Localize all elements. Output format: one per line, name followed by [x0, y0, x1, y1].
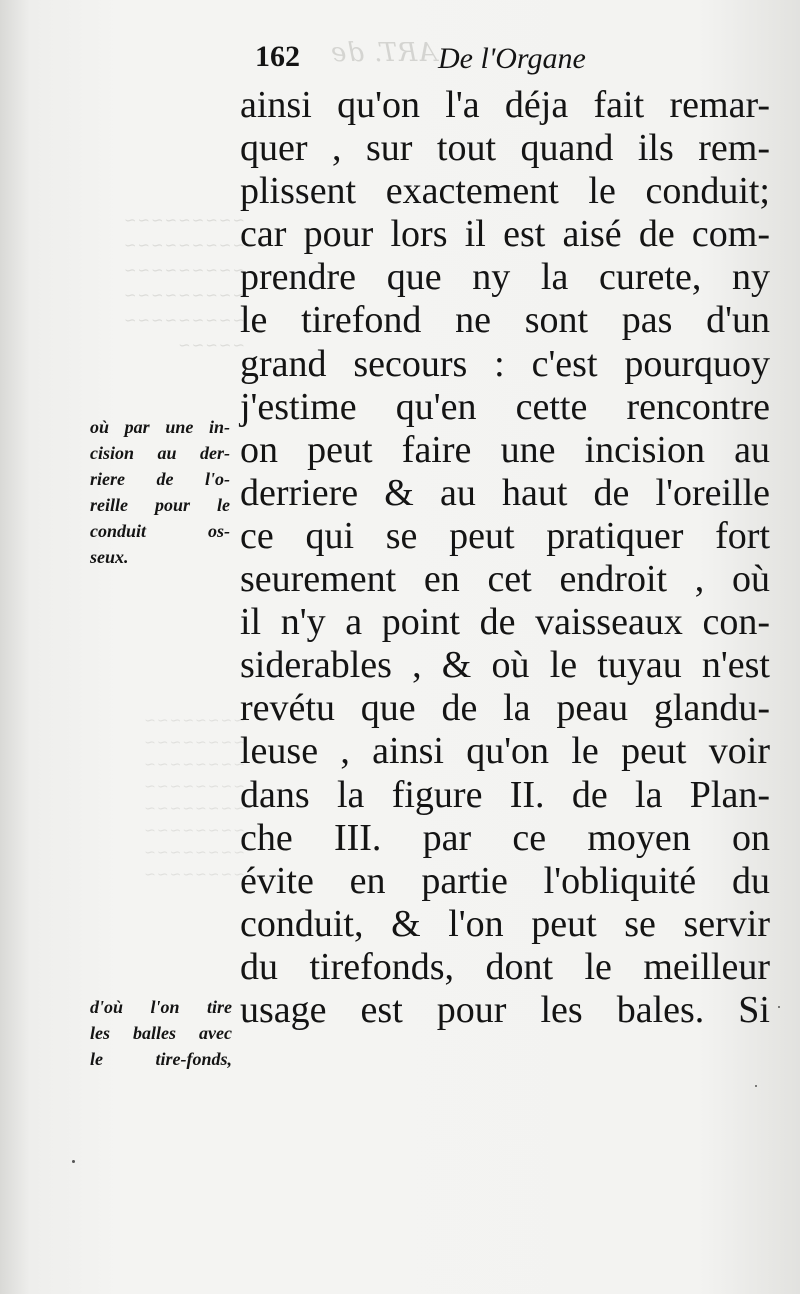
page-header — [255, 40, 655, 84]
text-line: grand secours : c'est pourquoy — [240, 342, 770, 385]
paper-speck — [778, 1006, 780, 1008]
margin-note-line: cision au der- — [90, 443, 230, 463]
text-line: revétu que de la peau glandu- — [240, 687, 770, 730]
text-line: conduit, & l'on peut se servir — [240, 902, 770, 945]
margin-note-line: reille pour le — [90, 495, 230, 515]
text-line: ainsi qu'on l'a déja fait remar- — [240, 84, 770, 126]
text-line: évite en partie l'obliquité du — [240, 859, 770, 902]
bleed-through-note: ~~~~~~~~~ ~~~~~~~~~ ~~~~~~~~~ ~~~~~~~~~ ~~~~~~~~~ ~~~~~ — [122, 211, 245, 354]
text-line: che III. par ce moyen on — [240, 816, 770, 859]
margin-note-line: d'où l'on tire — [90, 997, 232, 1017]
margin-note-line: riere de l'o- — [90, 469, 230, 489]
text-line: seurement en cet endroit , où — [240, 558, 770, 601]
margin-note-incision — [90, 414, 230, 570]
margin-note-line: conduit os- — [90, 521, 230, 541]
text-line: du tirefonds, dont le meilleur — [240, 945, 770, 988]
text-line: on peut faire une incision au — [240, 428, 770, 471]
text-line: dans la figure II. de la Plan- — [240, 773, 770, 816]
margin-note-line: le tire-fonds, — [90, 1049, 232, 1069]
text-line: prendre que ny la curete, ny — [240, 256, 770, 299]
margin-note-line: où par une in- — [90, 417, 230, 437]
text-line: il n'y a point de vaisseaux con- — [240, 601, 770, 644]
text-line: usage est pour les bales. Si — [240, 988, 770, 1031]
text-line: car pour lors il est aisé de com- — [240, 213, 770, 256]
text-line: le tirefond ne sont pas d'un — [240, 299, 770, 342]
text-line: derriere & au haut de l'oreille — [240, 471, 770, 514]
text-line: quer , sur tout quand ils rem- — [240, 127, 770, 170]
bleed-through-heading: ART. de — [330, 38, 437, 68]
text-line: leuse , ainsi qu'on le peut voir — [240, 730, 770, 773]
page-number: 162 — [255, 40, 300, 73]
text-line: ce qui se peut pratiquer fort — [240, 514, 770, 557]
text-line: j'estime qu'en cette rencontre — [240, 385, 770, 428]
paper-speck — [755, 1085, 757, 1087]
text-line: siderables , & où le tuyau n'est — [240, 644, 770, 687]
margin-note-tire-fonds — [90, 994, 232, 1072]
text-line: plissent exactement le conduit; — [240, 170, 770, 213]
bleed-through-note-2: ~~~~~~~~ ~~~~~~~~ ~~~~~~~~ ~~~~~~~~ ~~~~~~~~ ~~~~~~~~ ~~~~~~~~ ~~~~~~~~ — [143, 713, 245, 883]
running-title: De l'Organe — [438, 42, 586, 75]
margin-note-line: les balles avec — [90, 1023, 232, 1043]
paper-speck — [72, 1160, 75, 1163]
margin-note-line: seux. — [90, 547, 129, 567]
main-text-block — [240, 84, 770, 1032]
